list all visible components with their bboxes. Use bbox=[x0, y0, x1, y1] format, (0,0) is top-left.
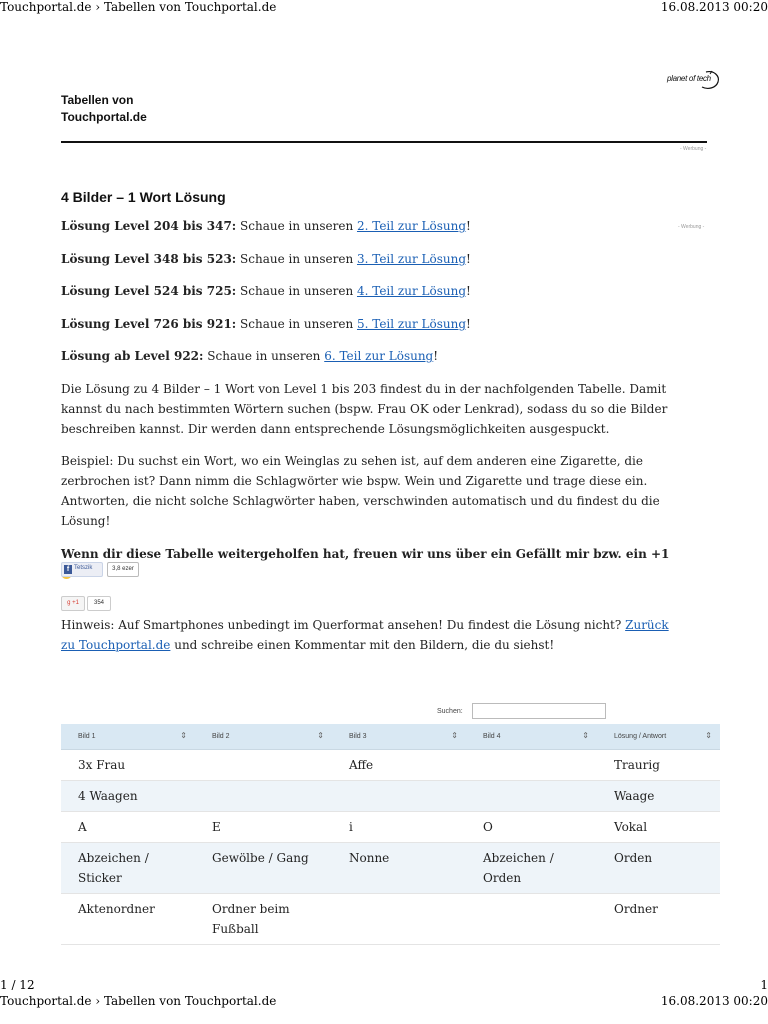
google-plus-button[interactable] bbox=[61, 596, 85, 611]
level-range: Lösung ab Level 922: bbox=[61, 349, 204, 363]
table-cell: Traurig bbox=[597, 750, 720, 781]
level-end: ! bbox=[466, 316, 471, 331]
column-header-label: Bild 1 bbox=[78, 733, 96, 740]
table-cell bbox=[332, 781, 466, 812]
table-cell bbox=[466, 750, 597, 781]
hint-paragraph bbox=[61, 615, 671, 655]
google-plus-icon: g bbox=[67, 600, 71, 606]
table-cell: O bbox=[466, 812, 597, 843]
thanks-text: Wenn dir diese Tabelle weitergeholfen hat, freuen wir uns über ein Gefällt mir bzw. ein +1 bbox=[61, 546, 670, 561]
column-header-label: Bild 2 bbox=[212, 733, 230, 740]
table-cell: 4 Waagen bbox=[61, 781, 195, 812]
intro-paragraph: Die Lösung zu 4 Bilder – 1 Wort von Level 1 bis 203 findest du in der nachfolgenden Tabelle. Damit kannst du nach bestimmten Wörtern suchen (bspw. Frau OK oder Lenkrad), sodass du so die Bilder beschreiben kannst. Dir werden dann entsprechende Lösungsmöglichkeiten ausgespuckt. bbox=[61, 381, 668, 436]
table-cell: E bbox=[195, 812, 332, 843]
table-cell bbox=[466, 894, 597, 945]
level-link[interactable]: 5. Teil zur Lösung bbox=[356, 316, 467, 331]
site-title[interactable] bbox=[61, 92, 211, 126]
table-cell: Ordner bbox=[597, 894, 720, 945]
hint-text: Hinweis: Auf Smartphones unbedingt im Querformat ansehen! Du findest die Lösung nicht? bbox=[61, 618, 626, 632]
level-range: Lösung Level 524 bis 725: bbox=[61, 284, 237, 298]
google-plus-label: +1 bbox=[72, 600, 79, 606]
header-divider bbox=[61, 141, 707, 143]
facebook-like-count: 3,8 ezer bbox=[107, 562, 139, 577]
table-cell bbox=[195, 750, 332, 781]
article-heading: 4 Bilder – 1 Wort Lösung bbox=[61, 189, 226, 205]
back-to-touchportal-link[interactable]: Zurück zu Touchportal.de bbox=[61, 618, 669, 652]
table-cell: Orden bbox=[597, 843, 720, 894]
column-header-label: Lösung / Antwort bbox=[614, 733, 667, 740]
level-range: Lösung Level 348 bis 523: bbox=[61, 251, 237, 266]
column-header-bild1[interactable] bbox=[61, 724, 195, 750]
level-text: Schaue in unseren bbox=[236, 251, 357, 266]
table-cell: Aktenordner bbox=[61, 894, 195, 945]
table-cell: i bbox=[332, 812, 466, 843]
table-cell: 3x Frau bbox=[61, 750, 195, 781]
pdf-footer-title: Touchportal.de › Tabellen von Touchportal.de bbox=[0, 994, 277, 1008]
sort-icon: ⇕ bbox=[582, 731, 589, 740]
table-row bbox=[61, 750, 720, 781]
level-text: Schaue in unseren bbox=[236, 284, 357, 298]
level-range: Lösung Level 726 bis 921: bbox=[61, 316, 237, 331]
level-end: ! bbox=[466, 284, 471, 298]
level-line bbox=[61, 216, 671, 236]
site-title-line1: Tabellen von bbox=[61, 93, 134, 107]
sort-icon: ⇕ bbox=[705, 731, 712, 740]
table-row bbox=[61, 843, 720, 894]
ad-label: - Werbung - bbox=[680, 146, 707, 152]
page-counter: 1 / 12 bbox=[0, 978, 35, 992]
level-text: Schaue in unseren bbox=[203, 349, 325, 363]
planet-of-tech-logo[interactable] bbox=[666, 68, 722, 94]
table-cell: Abzeichen / Sticker bbox=[61, 843, 195, 894]
level-line bbox=[61, 281, 671, 301]
logo-text: planet of tech bbox=[667, 74, 711, 83]
sort-icon: ⇕ bbox=[317, 731, 324, 740]
level-end: ! bbox=[433, 349, 439, 363]
page-number: 1 bbox=[760, 978, 768, 992]
level-end: ! bbox=[466, 251, 471, 266]
table-cell bbox=[195, 781, 332, 812]
search-label: Suchen: bbox=[437, 708, 463, 715]
column-header-label: Bild 4 bbox=[483, 733, 501, 740]
table-cell: Abzeichen / Orden bbox=[466, 843, 597, 894]
thanks-line bbox=[61, 544, 671, 584]
level-text: Schaue in unseren bbox=[236, 316, 357, 331]
facebook-like-label: Tetszik bbox=[74, 565, 93, 571]
column-header-bild4[interactable] bbox=[466, 724, 597, 750]
column-header-loesung[interactable] bbox=[597, 724, 720, 750]
table-cell: Vokal bbox=[597, 812, 720, 843]
column-header-bild2[interactable] bbox=[195, 724, 332, 750]
google-plus-count: 354 bbox=[87, 596, 111, 611]
pdf-header-title: Touchportal.de › Tabellen von Touchportal.de bbox=[0, 0, 277, 14]
table-cell: Affe bbox=[332, 750, 466, 781]
facebook-icon: f bbox=[64, 565, 72, 574]
sort-icon: ⇕ bbox=[180, 731, 187, 740]
level-link[interactable]: 2. Teil zur Lösung bbox=[356, 219, 467, 233]
level-line bbox=[61, 314, 671, 334]
table-cell: A bbox=[61, 812, 195, 843]
table-cell: Gewölbe / Gang bbox=[195, 843, 332, 894]
table-row bbox=[61, 894, 720, 945]
table-cell: Waage bbox=[597, 781, 720, 812]
level-end: ! bbox=[466, 219, 471, 233]
level-link[interactable]: 6. Teil zur Lösung bbox=[324, 349, 434, 363]
facebook-like-button[interactable] bbox=[61, 562, 103, 577]
search-input[interactable] bbox=[472, 703, 606, 719]
level-text: Schaue in unseren bbox=[236, 219, 357, 233]
table-cell bbox=[466, 781, 597, 812]
sort-icon: ⇕ bbox=[451, 731, 458, 740]
table-cell: Ordner beim Fußball bbox=[195, 894, 332, 945]
level-range: Lösung Level 204 bis 347: bbox=[61, 219, 237, 233]
level-line bbox=[61, 346, 671, 366]
pdf-header-date: 16.08.2013 00:20 bbox=[660, 0, 768, 14]
level-link[interactable]: 4. Teil zur Lösung bbox=[356, 284, 467, 298]
column-header-label: Bild 3 bbox=[349, 733, 367, 740]
table-cell: Nonne bbox=[332, 843, 466, 894]
table-header-row bbox=[61, 724, 720, 750]
table-cell bbox=[332, 894, 466, 945]
level-link[interactable]: 3. Teil zur Lösung bbox=[356, 251, 467, 266]
article-body bbox=[61, 216, 671, 596]
hint-end: und schreibe einen Kommentar mit den Bildern, die du siehst! bbox=[170, 638, 555, 652]
level-line bbox=[61, 249, 671, 269]
ad-label: - Werbung - bbox=[678, 224, 705, 230]
example-paragraph: Beispiel: Du suchst ein Wort, wo ein Weinglas zu sehen ist, auf dem anderen eine Zigarette, die zerbrochen ist? Dann nimm die Schlagwörter wie bspw. Wein und Zigarette und trage diese ein. Antworten, die nicht solche Schlagwörter haben, verschwinden automatisch und du findest du die Lösung! bbox=[61, 454, 660, 528]
pdf-footer-date: 16.08.2013 00:20 bbox=[660, 994, 768, 1008]
table-row bbox=[61, 781, 720, 812]
column-header-bild3[interactable] bbox=[332, 724, 466, 750]
site-title-line2: Touchportal.de bbox=[61, 110, 147, 124]
table-row bbox=[61, 812, 720, 843]
solutions-table bbox=[61, 724, 720, 945]
